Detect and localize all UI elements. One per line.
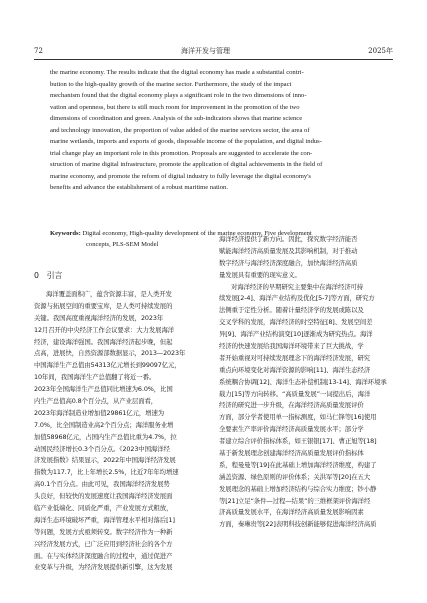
body-text-line: 关键。我国高度重视海洋经济的发展，2023年 bbox=[34, 313, 164, 322]
body-text-line: 者建立综合评价指标体系，如王银银[17]、曹正旭等[18] bbox=[219, 437, 377, 446]
page-header bbox=[34, 45, 393, 57]
abstract-line: bution to the high-quality growth of the marine sector. Furthermore, the study of the impact bbox=[50, 80, 292, 88]
keywords-label: Keywords: bbox=[50, 230, 81, 237]
body-text-line: 等问题，发展方式亟须转变。数字经济作为一种新 bbox=[34, 527, 173, 536]
body-text-line: 12月召开的中央经济工作会议要求：大力发展海洋 bbox=[34, 325, 175, 334]
body-text-line: 法侧重于定性分析。随着计量经济学的发展或陈以及 bbox=[219, 306, 364, 315]
body-text-line: 交叉学科的发展，海洋经济的时空特征[8]、发展空间差 bbox=[219, 318, 373, 327]
body-text-line: 海洋经济提供了新方向。因此，探究数字经济能否 bbox=[219, 235, 358, 243]
body-text-line: 数字经济与海洋经济深度融合，加快海洋经济高质 bbox=[219, 258, 358, 267]
body-text-line: 载力[15]等方向转移。“高质量发展”一词提出后，海洋 bbox=[219, 389, 371, 398]
body-text-line: 海洋生态环境破坏严重，海洋管理水平相对落后[1] bbox=[34, 515, 175, 524]
body-text-line: 兴经济发展方式，已广泛应用到经济社会的各个方 bbox=[34, 539, 173, 548]
body-text-line: 发展理念的基础上增加经济结构与综合实力维度；钞小静 bbox=[219, 484, 377, 493]
body-text-line: 方面，秦琳贵等[22]表明科技创新能够促进海洋经济高质 bbox=[219, 520, 377, 529]
body-text-line: 内生产总值高0.8个百分点，从产业层面看， bbox=[34, 397, 158, 406]
body-text-line: 对海洋经济的早期研究主要集中在海洋经济可持 bbox=[231, 282, 364, 291]
body-text-line: 全要素生产率评价海洋经济高质量发展水平；部分学 bbox=[219, 425, 364, 434]
body-text-line: 济发展指数》结果显示，2022年中国海洋经济发展 bbox=[34, 456, 176, 465]
body-text-line: 7.0%，比全国制造业高2个百分点；海洋服务业增 bbox=[34, 420, 174, 429]
body-text-line: 系，程曼曼等[19]在此基础上增加海洋经济维度，构建了 bbox=[219, 460, 377, 469]
right-text-column bbox=[219, 234, 392, 531]
abstract-line: vation and openness, but there is still much room for improvement in the promotion of the two bbox=[50, 103, 300, 111]
body-text-line: 业变革与升级，为经济发展提供新引擎，这为发展 bbox=[34, 563, 173, 572]
journal-title: 海洋开发与管理 bbox=[181, 47, 231, 55]
body-text-line: 方面，部分学者使用单一指标测度，如马仁锋等[16]使用 bbox=[219, 413, 377, 422]
abstract-line: struction of marine digital infrastructure, promote the application of digital achievements in the field of bbox=[50, 161, 323, 168]
body-text-line: 经济的研究进一步升级，在海洋经济高质量发展评价 bbox=[219, 401, 364, 410]
body-text-line: 重点向环境变化对海洋资源的影响[11]、海洋生态经济 bbox=[219, 365, 371, 374]
body-text-line: 者开始重视对可持续发展理念下的海洋经济发展，研究 bbox=[219, 353, 370, 362]
page-number: 72 bbox=[34, 47, 43, 55]
body-text-line: 赋能海洋经济高质量发展及其影响机制，对于推动 bbox=[219, 246, 358, 255]
body-text-line: 异[9]、海洋产业结构演变[10]逐渐成为研究热点。海洋 bbox=[219, 330, 373, 339]
body-text-line: 临产业低端化、同质化严重，产业发展方式粗放， bbox=[34, 504, 173, 513]
body-text-line: 高0.1个百分点。由此可见，我国海洋经济发展势 bbox=[34, 480, 170, 489]
body-text-line: 10年间，我国海洋生产总值翻了将近一番。 bbox=[34, 373, 156, 382]
body-text-line: 2023年海洋制造业增加值29861亿元，增速为 bbox=[34, 408, 165, 417]
body-text-line: 中国海洋生产总值由54313亿元增长到99097亿元， bbox=[34, 361, 181, 370]
publication-year: 2025年 bbox=[368, 47, 393, 55]
body-text-line: 济高质量发展水平，在海洋经济高质量发展影响因素 bbox=[219, 508, 364, 517]
abstract-line: the marine economy. The results indicate that the digital economy has made a substantial contri- bbox=[50, 69, 304, 76]
body-text-line: 经济的快速发展给我国海洋环境带来了巨大挑战，学 bbox=[219, 342, 364, 351]
abstract-line: and technology innovation, the proportion of value added of the marine services sector, the area of bbox=[50, 126, 310, 134]
body-text-line: 涵盖资源、绿色原则的评价体系；关洪军等[20]在五大 bbox=[219, 472, 371, 481]
keywords-text: Digital economy, High-quality development of the marine economy, Five development bbox=[82, 230, 312, 237]
english-abstract bbox=[50, 67, 382, 194]
body-text-line: 2023年全国海洋生产总值同比增速为6.0%，比国 bbox=[34, 385, 173, 394]
body-text-line: 加值58968亿元，占国内生产总值比重为4.7%，拉 bbox=[34, 432, 177, 441]
body-text-line: 动国民经济增长0.3个百分点。《2023中国海洋经 bbox=[34, 444, 170, 453]
keywords-line: concepts, PLS-SEM Model bbox=[86, 241, 159, 248]
body-text-line: 资源与拓展空间的重要宝库，是人类可持续发展的 bbox=[34, 301, 173, 310]
header-divider bbox=[34, 59, 393, 60]
body-text-line: 指数为117.7，比上年增长2.5%，比近7年年均增速 bbox=[34, 468, 179, 477]
body-text-line: 系统耦合协调[12]、海洋生态补偿机制[13-14]、海洋环境承 bbox=[219, 377, 387, 386]
body-text-line: 续发展[2-4]、海洋产业结构及优化[5-7]等方面，研究方 bbox=[219, 294, 375, 303]
abstract-line: dimensions of coordination and green. Analysis of the sub-indicators shows that marine science bbox=[50, 115, 303, 122]
body-text-line: 点高，进展快，自然资源部数据显示，2013—2023年 bbox=[34, 349, 186, 358]
body-text-line: 海洋覆盖面积广，蕴含资源丰富，是人类开发 bbox=[46, 290, 172, 298]
abstract-line: marine economy, and promote the reform of digital industry to fully leverage the digital economy's bbox=[50, 172, 311, 180]
abstract-line: trial change play an important role in this promotion. Proposals are suggested to accelerate the con- bbox=[50, 149, 313, 157]
body-text-line: 基于新发展理念创建海洋经济高质量发展评价指标体 bbox=[219, 449, 364, 458]
abstract-line: marine wetlands, imports and exports of goods, disposable income of the population, and digital indus- bbox=[50, 138, 322, 145]
body-text-line: 经济，建设海洋强国。我国海洋经济起步晚，但起 bbox=[34, 337, 173, 346]
abstract-line: benefits and advance the establishment of a robust maritime nation. bbox=[50, 184, 228, 191]
section-title-introduction: 0 引言 bbox=[34, 271, 63, 280]
body-text-line: 等[21]立足“条件—过程—结果”的三维框架评价海洋经 bbox=[219, 496, 371, 505]
body-text-line: 量发展具有重要的现实意义。 bbox=[219, 270, 301, 279]
abstract-line: mechanism found that the digital economy plays a significant role in the two dimensions of inno- bbox=[50, 92, 307, 99]
left-text-column bbox=[34, 289, 204, 574]
body-text-line: 头良好，但较快的发展速度让我国海洋经济发展面 bbox=[34, 492, 173, 501]
body-text-line: 面。在与实体经济深度融合的过程中，通过促进产 bbox=[34, 551, 173, 560]
